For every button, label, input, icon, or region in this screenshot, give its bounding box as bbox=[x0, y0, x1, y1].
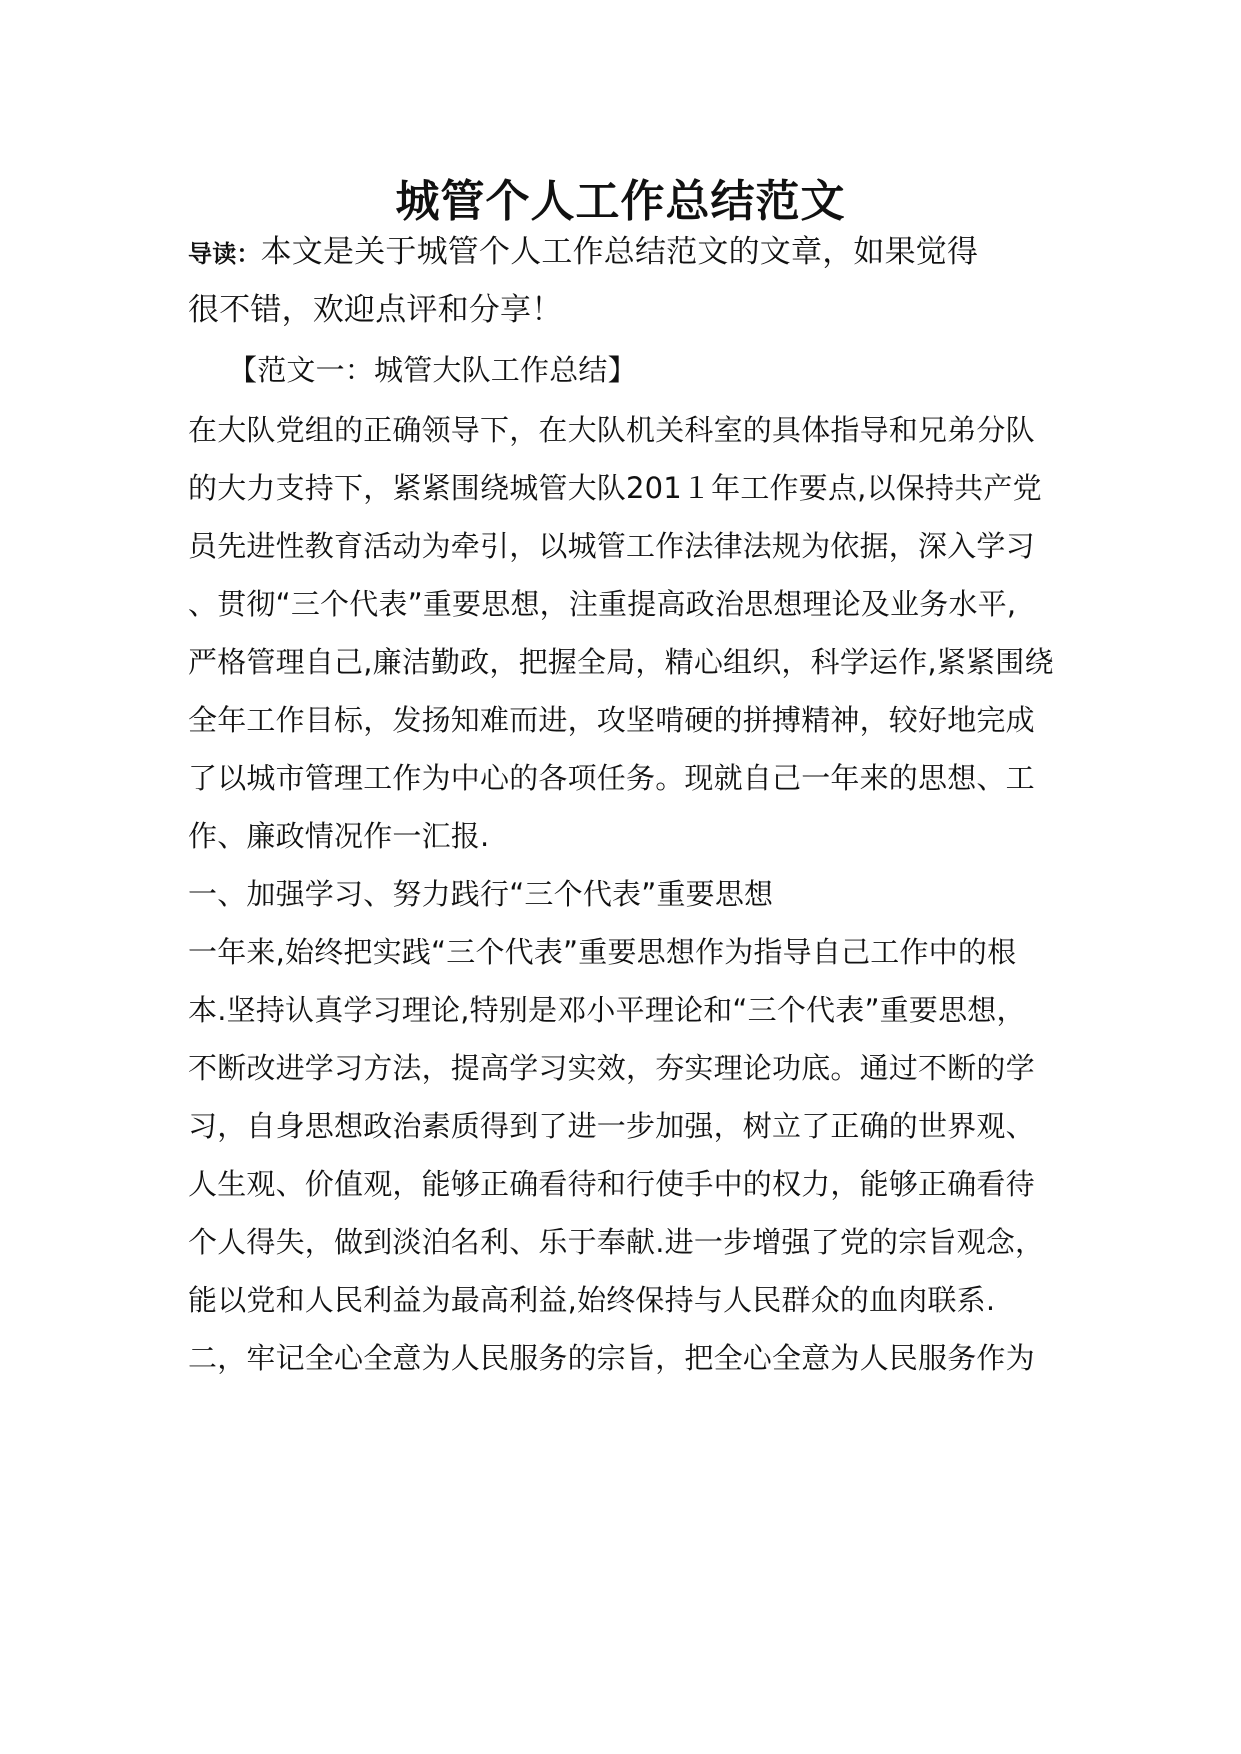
body-line: 习，自身思想政治素质得到了进一步加强，树立了正确的世界观、 bbox=[188, 1109, 1035, 1143]
body-line: 能以党和人民利益为最高利益,始终保持与人民群众的血肉联系. bbox=[188, 1283, 996, 1317]
lead-line-1 bbox=[188, 232, 978, 274]
body-line: 个人得失，做到淡泊名利、乐于奉献.进一步增强了党的宗旨观念， bbox=[188, 1225, 1045, 1259]
body-line: 的大力支持下，紧紧围绕城管大队201１年工作要点,以保持共产党 bbox=[188, 471, 1042, 505]
body-heading: 一、加强学习、努力践行“三个代表”重要思想 bbox=[188, 877, 774, 911]
lead-line-2: 很不错，欢迎点评和分享！ bbox=[188, 292, 563, 328]
body-line: 了以城市管理工作为中心的各项任务。现就自己一年来的思想、工 bbox=[188, 761, 1035, 795]
body-line: 作、廉政情况作一汇报. bbox=[188, 819, 490, 853]
body-line: 一年来,始终把实践“三个代表”重要思想作为指导自己工作中的根 bbox=[188, 935, 1017, 969]
section-heading: 【范文一：城管大队工作总结】 bbox=[228, 353, 637, 387]
document-title: 城管个人工作总结范文 bbox=[395, 176, 846, 227]
body-line: 全年工作目标，发扬知难而进，攻坚啃硬的拼搏精神，较好地完成 bbox=[188, 703, 1035, 737]
body-line: 在大队党组的正确领导下，在大队机关科室的具体指导和兄弟分队 bbox=[188, 413, 1035, 447]
lead-text-1: 本文是关于城管个人工作总结范文的文章，如果觉得 bbox=[260, 234, 979, 270]
body-heading: 二，牢记全心全意为人民服务的宗旨，把全心全意为人民服务作为 bbox=[188, 1341, 1035, 1375]
lead-label: 导读： bbox=[188, 240, 261, 268]
body-line: 严格管理自己,廉洁勤政，把握全局，精心组织，科学运作,紧紧围绕 bbox=[188, 645, 1054, 679]
body-line: 不断改进学习方法，提高学习实效，夯实理论功底。通过不断的学 bbox=[188, 1051, 1035, 1085]
body-line: 人生观、价值观，能够正确看待和行使手中的权力，能够正确看待 bbox=[188, 1167, 1035, 1201]
body-line: 员先进性教育活动为牵引，以城管工作法律法规为依据，深入学习 bbox=[188, 529, 1035, 563]
body-line: 、贯彻“三个代表”重要思想，注重提高政治思想理论及业务水平, bbox=[188, 587, 1017, 621]
body-line: 本.坚持认真学习理论,特别是邓小平理论和“三个代表”重要思想， bbox=[188, 993, 1026, 1027]
